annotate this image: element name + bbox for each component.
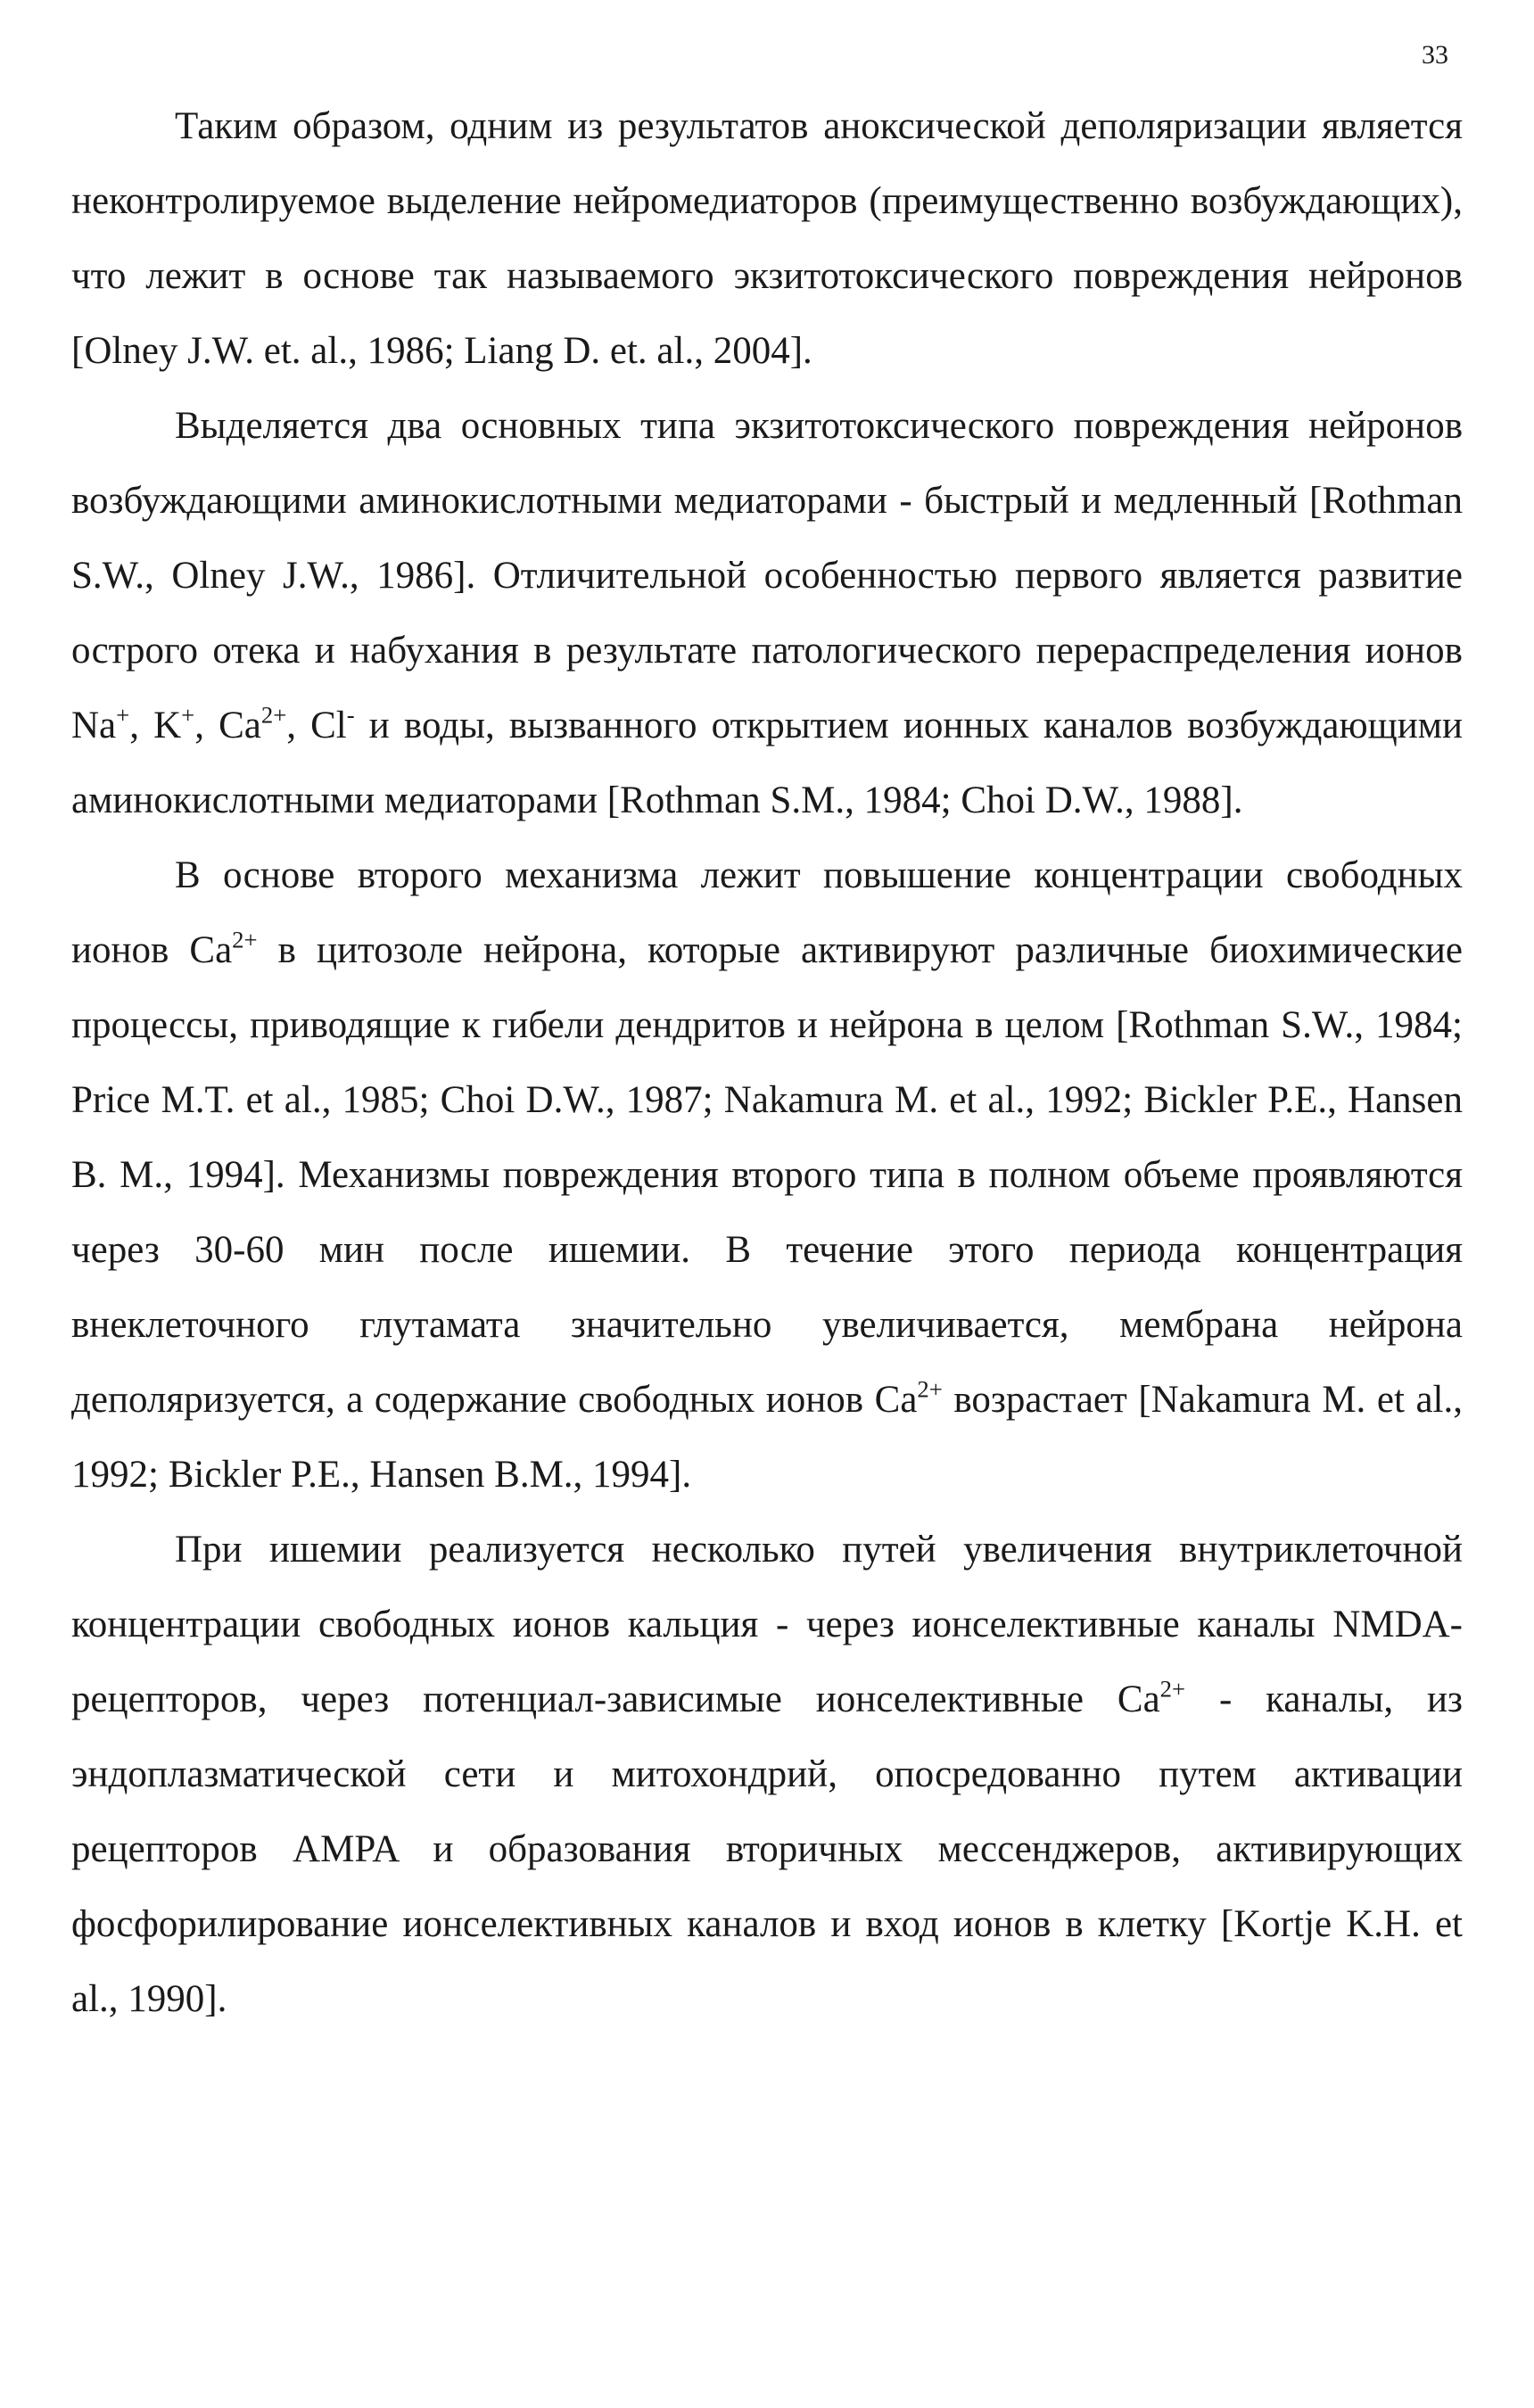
text-run: В основе второго механизма лежит повышение концентрации свободных ионов Ca: [71, 854, 1463, 971]
superscript-charge: 2+: [232, 926, 258, 953]
text-run: При ишемии реализуется несколько путей увеличения внутриклеточной концентрации свободных ионов кальция - через ионселективные каналы NMDA-рецепторов, через потенциал-зависимые ионселективные Ca: [71, 1529, 1463, 1720]
superscript-charge: 2+: [1159, 1675, 1186, 1703]
page-number: 33: [1422, 40, 1448, 70]
text-run: Таким образом, одним из результатов аноксической деполяризации является неконтролируемое выделение нейромедиаторов (преимущественно возбуждающих), что лежит в основе так называемого экзитотоксического повреждения нейронов [Olney J.W. et. al., 1986; Liang D. et. al., 2004].: [71, 105, 1463, 372]
superscript-charge: 2+: [260, 701, 287, 729]
paragraph: [71, 838, 1463, 1513]
paragraph: [71, 1513, 1463, 2037]
text-run: Выделяется два основных типа экзитотоксического повреждения нейронов возбуждающими аминокислотными медиаторами - быстрый и медленный [Rothman S.W., Olney J.W., 1986]. Отличительной особенностью первого является развитие острого отека и набухания в результате патологического перераспределения ионов Na: [71, 405, 1463, 746]
superscript-charge: 2+: [917, 1375, 943, 1403]
body-text: [71, 89, 1463, 2037]
superscript-charge: +: [116, 701, 130, 729]
superscript-charge: -: [346, 701, 355, 729]
text-run: - каналы, из эндоплазматической сети и митохондрий, опосредованно путем активации рецепторов AMPA и образования вторичных мессенджеров, активирующих фосфорилирование ионселективных каналов и вход ионов в клетку [Kortje K.H. et al., 1990].: [71, 1678, 1463, 2020]
text-run: и воды, вызванного открытием ионных каналов возбуждающими аминокислотными медиаторами [Rothman S.M., 1984; Choi D.W., 1988].: [71, 705, 1463, 821]
text-run: возрастает [Nakamura M. et al., 1992; Bickler P.E., Hansen B.M., 1994].: [71, 1379, 1463, 1496]
text-run: , K: [129, 705, 182, 746]
paragraph: [71, 389, 1463, 838]
text-run: в цитозоле нейрона, которые активируют различные биохимические процессы, приводящие к гибели дендритов и нейрона в целом [Rothman S.W., 1984; Price M.T. et al., 1985; Choi D.W., 1987; Nakamura M. et al., 1992; Bickler P.E., Hansen B. M., 1994]. Механизмы повреждения второго типа в полном объеме проявляются через 30-60 мин после ишемии. В течение этого периода концентрация внеклеточного глутамата значительно увеличивается, мембрана нейрона деполяризуется, а содержание свободных ионов Ca: [71, 929, 1463, 1421]
paragraph: [71, 89, 1463, 389]
superscript-charge: +: [181, 701, 195, 729]
text-run: , Cl: [286, 705, 347, 746]
text-run: , Ca: [194, 705, 261, 746]
